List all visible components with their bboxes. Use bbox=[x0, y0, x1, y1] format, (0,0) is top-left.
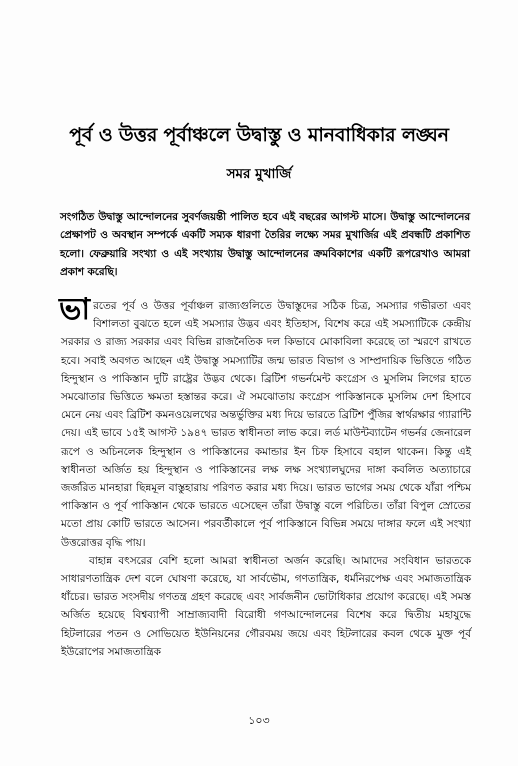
article-title: পূর্ব ও উত্তর পূর্বাঞ্চলে উদ্বাস্তু ও মানবাধিকার লঙ্ঘন bbox=[69, 124, 449, 146]
body-paragraph-1-text: রতের পূর্ব ও উত্তর পূর্বাঞ্চল রাজ্যগুলিতে উদ্বাস্তুদের সঠিক চিত্র, সমস্যার গভীরতা এবং বিশালতা বুঝতে হলে এই সমস্যার উদ্ভব এবং ইতিহাস, বিশেষ করে এই সমস্যাটিকে কেন্দ্রীয় সরকার ও রাজ্য সরকার এবং বিভিন্ন রাজনৈতিক দল কিভাবে মোকাবিলা করেছে তা স্মরণে রাখতে হবে। সবাই অবগত আছেন এই উদ্বাস্তু সমস্যাটির জন্ম ভারত বিভাগ ও সাম্প্রদায়িক ভিত্তিতে গঠিত হিন্দুস্থান ও পাকিস্তান দুটি রাষ্ট্রের উদ্ভব থেকে। ব্রিটিশ গভর্নমেন্ট কংগ্রেস ও মুসলিম লিগের হাতে সমঝোতার ভিত্তিতে ক্ষমতা হস্তান্তর করে। ঐ সমঝোতায় কংগ্রেস পাকিস্তানকে মুসলিম দেশ হিসাবে মেনে নেয় এবং ব্রিটিশ কমনওয়েলথের অন্তর্ভুক্তির মধ্য দিয়ে ভারতে ব্রিটিশ পুঁজির স্বার্থরক্ষার গ্যারান্টি দেয়। এই ভাবে ১৫ই আগস্ট ১৯৪৭ ভারত স্বাধীনতা লাভ করে। লর্ড মাউন্টব্যাটেন গভর্নর জেনারেল রূপে ও অচিনলেক হিন্দুস্থান ও পাকিস্তানের কমান্ডার ইন চিফ হিসাবে বহাল থাকেন। কিন্তু এই স্বাধীনতা অর্জিত হয় হিন্দুস্থান ও পাকিস্তানের লক্ষ লক্ষ সংখ্যালঘুদের দাঙ্গা কবলিত অত্যাচারে জর্জরিত মানহারা ছিন্নমূল বাস্তুহারায় পরিণত করার মধ্য দিয়ে। ভারত ভাগের সময় থেকে যাঁরা পশ্চিম পাকিস্তান ও পূর্ব পাকিস্তান থেকে ভারতে এসেছেন তাঁরা উদ্বাস্তু বলে পরিচিত। তাঁরা বিপুল স্রোতের মতো প্রায় কোটি ভারতে আসেন। পরবর্তীকালে পূর্ব পাকিস্তানে বিভিন্ন সময়ে দাঙ্গার ফলে এই সংখ্যা উত্তরোত্তর বৃদ্ধি পায়। bbox=[61, 300, 471, 549]
intro-paragraph: সংগঠিত উদ্বাস্তু আন্দোলনের সুবর্ণজয়ন্তী পালিত হবে এই বছরের আগস্ট মাসে। উদ্বাস্তু আন্দোলনের প্রেক্ষাপট ও অবস্থান সম্পর্কে একটি সম্যক ধারণা তৈরির লক্ষ্যে সমর মুখার্জির এই প্রবন্ধটি প্রকাশিত হলো। ফেব্রুয়ারি সংখ্যা ও এই সংখ্যায় উদ্বাস্তু আন্দোলনের ক্রমবিকাশের একটি রূপরেখাও আমরা প্রকাশ করেছি। bbox=[60, 211, 470, 278]
drop-cap: ভা bbox=[59, 292, 91, 327]
body-paragraph-2: বাহান্ন বৎসরের বেশি হলো আমরা স্বাধীনতা অর্জন করেছি। আমাদের সংবিধান ভারতকে সাধারণতান্ত্রিক দেশ বলে ঘোষণা করেছে, যা সার্বভৌম, গণতান্ত্রিক, ধর্মনিরপেক্ষ এবং সমাজতান্ত্রিক ধাঁচের। ভারত সংসদীয় গণতন্ত্র গ্রহণ করেছে এবং সার্বজনীন ভোটাধিকার প্রয়োগ করেছে। এই সমস্ত অর্জিত হয়েছে বিশ্বব্যাপী সাম্রাজ্যবাদী বিরোধী গণআন্দোলনের বিশেষ করে দ্বিতীয় মহাযুদ্ধে হিটলারের পতন ও সোভিয়েত ইউনিয়নের গৌরবময় জয়ে এবং হিটলারের কবল থেকে মুক্ত পূর্ব ইউরোপের সমাজতান্ত্রিক bbox=[61, 554, 471, 658]
body-paragraph-1 bbox=[59, 292, 471, 552]
author-name: সমর মুখার্জি bbox=[226, 166, 292, 182]
page-number: ১০৩ bbox=[248, 714, 270, 727]
article-body bbox=[59, 292, 471, 661]
